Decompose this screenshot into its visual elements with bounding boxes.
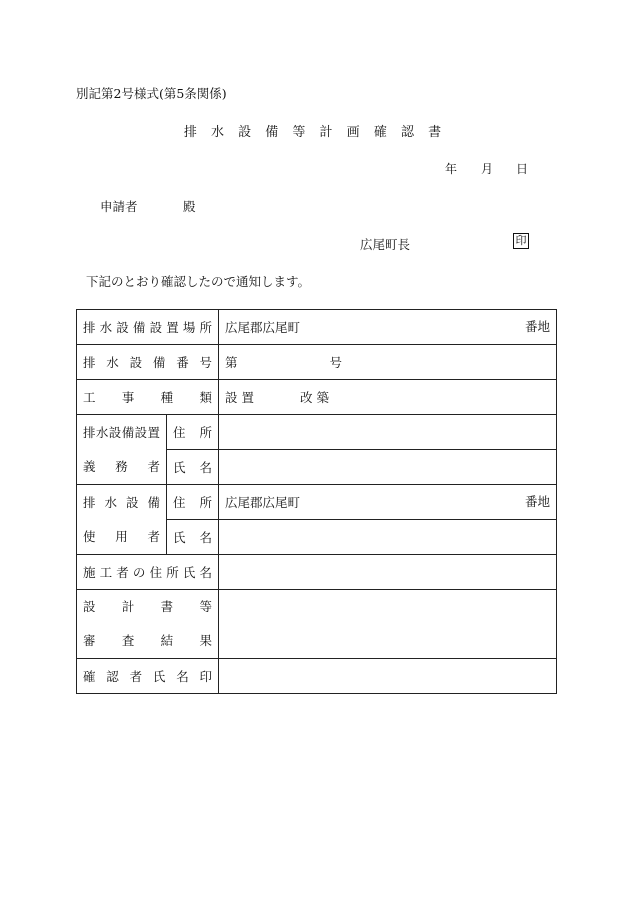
applicant-label: 申請者 [100,199,138,214]
location-cell[interactable] [219,310,557,345]
date-day: 日 [516,162,529,176]
user-address-cell[interactable] [219,485,557,520]
table-row [77,590,557,659]
table-row [77,485,557,520]
user-name-label: 氏名 [167,520,219,555]
document-title: 排 水 設 備 等 計 画 確 認 書 [183,125,447,140]
confirmer-cell[interactable] [219,659,557,694]
confirmer-label: 確認者氏名印 [77,659,219,694]
number-label: 排水設備番号 [77,345,219,380]
obligor-address-label: 住所 [167,415,219,450]
table-row [77,659,557,694]
seal-mark: 印 [513,233,529,249]
number-suffix: 号 [329,355,343,370]
date-month: 月 [481,162,494,176]
number-cell[interactable] [219,345,557,380]
user-label: 排水設備 使用者 [77,485,167,555]
table-row [77,555,557,590]
contractor-cell[interactable] [219,555,557,590]
form-number-label: 別記第2号様式(第5条関係) [76,86,227,101]
notice-text: 下記のとおり確認したので通知します。 [86,274,311,289]
design-review-label: 設計書等 審査結果 [77,590,219,659]
mayor-label: 広尾町長 [360,237,411,252]
obligor-name-cell[interactable] [219,450,557,485]
user-address-suffix: 番地 [524,494,550,509]
work-type-cell[interactable] [219,380,557,415]
confirmation-table [76,309,557,694]
design-review-cell[interactable] [219,590,557,659]
date-year: 年 [445,162,458,176]
number-prefix: 第 [225,355,238,370]
user-name-cell[interactable] [219,520,557,555]
table-row [77,380,557,415]
work-option-rebuild: 改 築 [300,390,329,405]
location-label: 排水設備設置場所 [77,310,219,345]
user-address-label: 住所 [167,485,219,520]
honorific-label: 殿 [183,199,196,214]
user-address-value: 広尾郡広尾町 [225,495,301,510]
obligor-label: 排水設備設置 義務者 [77,415,167,485]
contractor-label: 施工者の住所氏名 [77,555,219,590]
obligor-address-cell[interactable] [219,415,557,450]
location-suffix: 番地 [524,319,550,334]
table-row [77,345,557,380]
table-row [77,415,557,450]
location-value: 広尾郡広尾町 [225,320,301,335]
work-type-label: 工事種類 [77,380,219,415]
work-option-install: 設 置 [225,390,254,405]
obligor-name-label: 氏名 [167,450,219,485]
table-row [77,310,557,345]
